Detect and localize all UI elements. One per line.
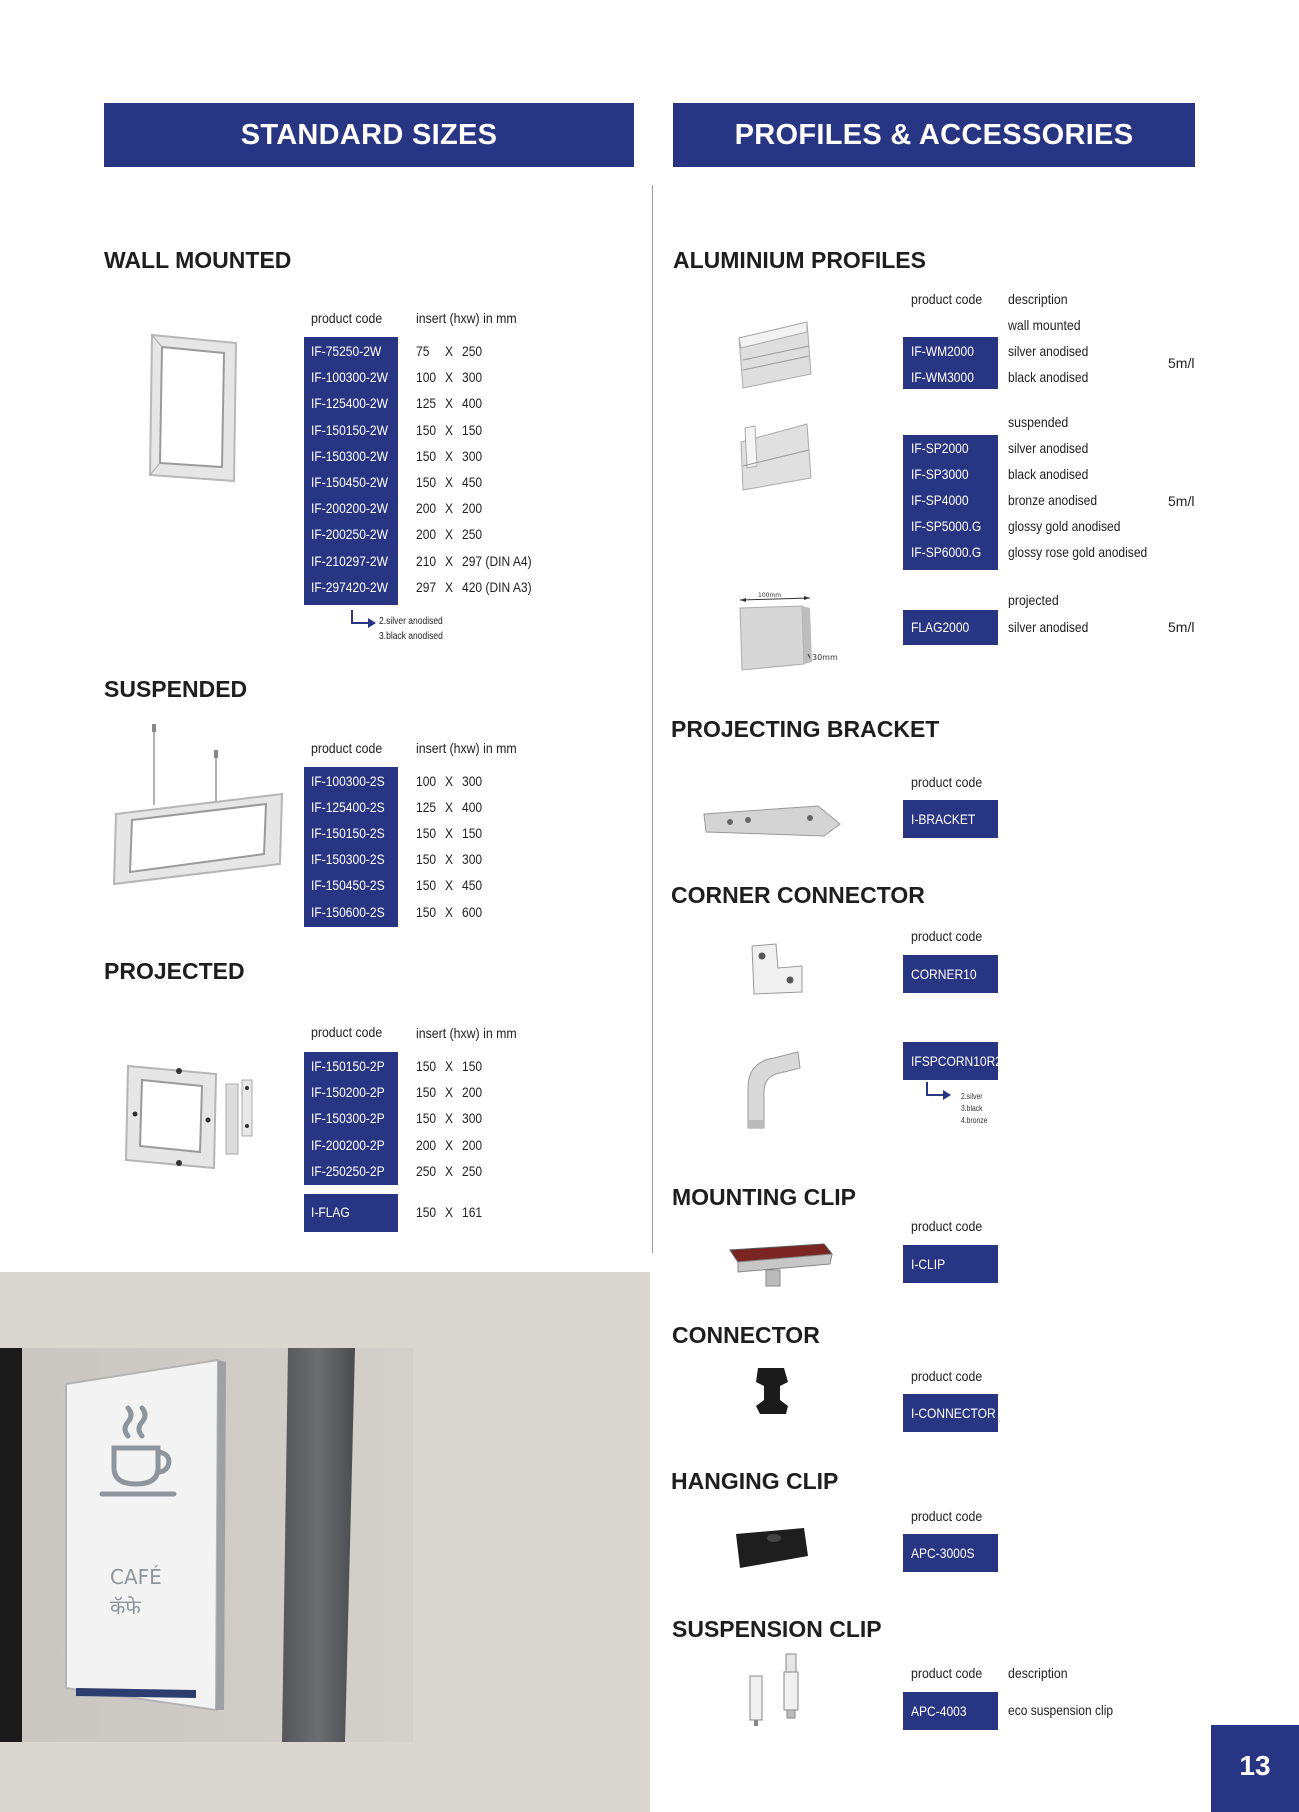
sp-row-w: 300	[462, 851, 483, 868]
sp-row-code: IF-100300-2S	[311, 773, 385, 789]
suspended-title: SUSPENDED	[104, 676, 248, 702]
sp-row-h: 150	[416, 903, 437, 920]
projected-profile-length: 5m/l	[1168, 619, 1195, 635]
sclip-code: APC-4003	[911, 1703, 967, 1719]
wm-row-x: X	[445, 447, 454, 464]
wm-row-x: X	[445, 526, 454, 543]
wm-row-x: X	[445, 395, 454, 412]
wm-row-h: 210	[416, 552, 437, 569]
suspended-profile-row-desc: glossy gold anodised	[1008, 518, 1121, 534]
wall-mounted-title: WALL MOUNTED	[104, 247, 292, 273]
suspended-profile-row-desc: glossy rose gold anodised	[1008, 544, 1148, 560]
iflag-h: 150	[416, 1204, 437, 1220]
page-number: 13	[1239, 1750, 1271, 1781]
wm-row-x: X	[445, 343, 454, 359]
connector-col-code: product code	[911, 1368, 983, 1384]
hclip-code-box	[903, 1534, 998, 1572]
pj-row-h: 250	[416, 1162, 437, 1179]
pj-row-code: IF-150200-2P	[311, 1084, 385, 1101]
wm-row-code: IF-150450-2W	[311, 474, 388, 490]
wm-row-h: 100	[416, 369, 437, 386]
pj-row-code: IF-150300-2P	[311, 1110, 385, 1127]
sp-row-x: X	[445, 903, 454, 920]
wall-profile-desc-2: black anodised	[1008, 369, 1089, 385]
suspension-clip-image	[746, 1652, 806, 1728]
pj-col-insert: insert (hxw) in mm	[416, 1025, 517, 1041]
sp-row-code: IF-125400-2S	[311, 799, 385, 816]
corner-code-box	[903, 955, 998, 993]
column-divider	[652, 185, 653, 1253]
projected-title: PROJECTED	[104, 958, 245, 984]
wall-profile-desc-1: silver anodised	[1008, 343, 1089, 359]
sp-row-x: X	[445, 877, 454, 894]
sp-row-code: IF-150300-2S	[311, 851, 385, 868]
sp-row-code: IF-150150-2S	[311, 825, 385, 842]
sp-row-x: X	[445, 851, 454, 868]
projected-profile-label: projected	[1008, 592, 1059, 608]
wm-row-x: X	[445, 421, 454, 438]
wm-row-code: IF-150300-2W	[311, 447, 388, 464]
pj-row-w: 150	[462, 1058, 483, 1074]
mclip-code: I-CLIP	[911, 1256, 946, 1272]
wall-profile-label: wall mounted	[1008, 317, 1081, 333]
corner-connector-title: CORNER CONNECTOR	[671, 882, 925, 908]
sclip-col-desc: description	[1008, 1665, 1068, 1681]
pj-row-code: IF-150150-2P	[311, 1058, 385, 1074]
sp-row-h: 150	[416, 825, 437, 842]
pj-row-x: X	[445, 1162, 454, 1179]
sp-col-insert: insert (hxw) in mm	[416, 740, 517, 756]
sp-row-h: 100	[416, 773, 437, 789]
cafe-sign-hindi: कॅफे	[110, 1595, 141, 1619]
wm-row-code: IF-210297-2W	[311, 552, 388, 569]
corner-col-code: product code	[911, 928, 983, 944]
sp-row-w: 600	[462, 903, 483, 920]
wm-row-code: IF-297420-2W	[311, 578, 388, 595]
suspended-profile-row-code: IF-SP3000	[911, 466, 969, 482]
wm-col-code: product code	[311, 310, 383, 326]
corner-image	[748, 942, 804, 996]
standard-sizes-banner: STANDARD SIZES	[104, 103, 634, 167]
sp-row-h: 150	[416, 877, 437, 894]
pj-row-h: 200	[416, 1136, 437, 1153]
wm-row-w: 250	[462, 526, 483, 543]
suspended-profile-row-desc: bronze anodised	[1008, 492, 1098, 508]
wm-row-w: 150	[462, 421, 483, 438]
sp-row-w: 150	[462, 825, 483, 842]
pj-row-x: X	[445, 1110, 454, 1127]
al-col-code: product code	[911, 291, 983, 307]
wm-row-h: 200	[416, 526, 437, 543]
cafe-sign-english: CAFÉ	[110, 1565, 162, 1589]
connector-code: I-CONNECTOR	[911, 1405, 996, 1421]
suspended-profile-label: suspended	[1008, 414, 1069, 430]
wall-profile-image	[735, 318, 815, 390]
pj-row-w: 200	[462, 1136, 483, 1153]
wm-row-x: X	[445, 552, 454, 569]
corner-note-silver: 2.silver	[961, 1092, 983, 1101]
projected-dim-width: 100mm	[758, 592, 782, 599]
suspended-profile-length: 5m/l	[1168, 493, 1195, 509]
sp-col-code: product code	[311, 740, 383, 756]
wm-row-h: 297	[416, 578, 437, 595]
wm-row-x: X	[445, 474, 454, 490]
suspended-profile-row-code: IF-SP2000	[911, 440, 969, 456]
suspended-profile-row-code: IF-SP6000.G	[911, 544, 982, 560]
wall-profile-code-2: IF-WM3000	[911, 369, 974, 385]
bracket-image	[700, 800, 845, 842]
aluminium-profiles-title: ALUMINIUM PROFILES	[673, 247, 926, 273]
hanging-clip-title: HANGING CLIP	[671, 1468, 839, 1494]
sp-row-w: 450	[462, 877, 483, 894]
sclip-col-code: product code	[911, 1665, 983, 1681]
wm-row-w: 420 (DIN A3)	[462, 578, 532, 595]
sp-row-code: IF-150600-2S	[311, 903, 385, 920]
corner-note-black: 3.black	[961, 1104, 983, 1113]
connector-image	[752, 1366, 792, 1416]
bracket-code: I-BRACKET	[911, 811, 976, 827]
suspension-clip-title: SUSPENSION CLIP	[672, 1616, 882, 1642]
wm-row-code: IF-75250-2W	[311, 343, 382, 359]
wm-col-insert: insert (hxw) in mm	[416, 310, 517, 326]
wm-row-x: X	[445, 578, 454, 595]
mclip-col-code: product code	[911, 1218, 983, 1234]
wm-row-h: 150	[416, 474, 437, 490]
wm-row-w: 200	[462, 500, 483, 517]
wm-row-w: 250	[462, 343, 483, 359]
projecting-bracket-title: PROJECTING BRACKET	[671, 716, 940, 742]
iflag-w: 161	[462, 1204, 483, 1220]
sclip-code-box	[903, 1692, 998, 1730]
wm-row-code: IF-100300-2W	[311, 369, 388, 386]
sp-row-x: X	[445, 825, 454, 842]
suspended-profile-row-desc: black anodised	[1008, 466, 1089, 482]
sp-row-x: X	[445, 799, 454, 816]
iflag-code: I-FLAG	[311, 1204, 350, 1220]
wm-row-code: IF-125400-2W	[311, 395, 388, 412]
wall-profile-length: 5m/l	[1168, 355, 1195, 371]
wm-note-silver: 2.silver anodised	[379, 616, 443, 627]
pj-row-x: X	[445, 1058, 454, 1074]
wm-row-w: 450	[462, 474, 483, 490]
wm-row-h: 150	[416, 447, 437, 464]
pj-col-code: product code	[311, 1024, 383, 1040]
wm-row-h: 150	[416, 421, 437, 438]
corner-curve-code: IFSPCORN10R20	[911, 1053, 1009, 1069]
sp-row-h: 125	[416, 799, 437, 816]
wm-row-h: 200	[416, 500, 437, 517]
al-col-desc: description	[1008, 291, 1068, 307]
suspended-profile-image	[735, 418, 815, 493]
suspended-profile-row-desc: silver anodised	[1008, 440, 1089, 456]
suspended-profile-row-code: IF-SP5000.G	[911, 518, 982, 534]
wm-row-w: 297 (DIN A4)	[462, 552, 532, 569]
corner-note-bronze: 4.bronze	[961, 1116, 988, 1125]
pj-row-h: 150	[416, 1084, 437, 1101]
iflag-x: X	[445, 1204, 454, 1220]
pj-row-h: 150	[416, 1058, 437, 1074]
wm-row-code: IF-200250-2W	[311, 526, 388, 543]
projected-frame-image	[124, 1062, 259, 1172]
pj-row-w: 250	[462, 1162, 483, 1179]
projected-profile-desc: silver anodised	[1008, 619, 1089, 635]
sclip-desc: eco suspension clip	[1008, 1702, 1114, 1718]
sp-row-w: 300	[462, 773, 483, 789]
mounting-clip-title: MOUNTING CLIP	[672, 1184, 856, 1210]
pj-row-code: IF-200200-2P	[311, 1136, 385, 1153]
corner-note-arrow	[925, 1082, 955, 1102]
sp-row-h: 150	[416, 851, 437, 868]
hclip-code: APC-3000S	[911, 1545, 975, 1561]
suspended-frame-image	[112, 720, 287, 895]
wm-row-code: IF-200200-2W	[311, 500, 388, 517]
cafe-sign-photo	[0, 1348, 413, 1742]
hanging-clip-image	[734, 1526, 810, 1572]
hclip-col-code: product code	[911, 1508, 983, 1524]
pj-row-w: 300	[462, 1110, 483, 1127]
wm-row-x: X	[445, 500, 454, 517]
connector-code-box	[903, 1394, 998, 1432]
suspended-profile-row-code: IF-SP4000	[911, 492, 969, 508]
wm-row-w: 400	[462, 395, 483, 412]
bracket-col-code: product code	[911, 774, 983, 790]
projected-profile-code: FLAG2000	[911, 619, 970, 635]
pj-row-w: 200	[462, 1084, 483, 1101]
mounting-clip-image	[726, 1240, 836, 1290]
sp-row-x: X	[445, 773, 454, 789]
projected-dim-depth: 30mm	[812, 653, 838, 662]
wm-row-h: 125	[416, 395, 437, 412]
wm-row-code: IF-150150-2W	[311, 421, 388, 438]
wm-row-w: 300	[462, 369, 483, 386]
wall-mounted-frame-image	[148, 335, 238, 485]
projected-profile-image	[728, 592, 838, 672]
wall-profile-code-1: IF-WM2000	[911, 343, 974, 359]
pj-row-x: X	[445, 1136, 454, 1153]
sp-row-w: 400	[462, 799, 483, 816]
pj-row-x: X	[445, 1084, 454, 1101]
bracket-code-box	[903, 800, 998, 838]
wm-row-h: 75	[416, 343, 430, 359]
corner-code: CORNER10	[911, 966, 977, 982]
wm-note-black: 3.black anodised	[379, 631, 443, 642]
sp-row-code: IF-150450-2S	[311, 877, 385, 894]
pj-row-h: 150	[416, 1110, 437, 1127]
wm-row-x: X	[445, 369, 454, 386]
corner-curve-code-box	[903, 1042, 1009, 1080]
mclip-code-box	[903, 1245, 998, 1283]
pj-row-code: IF-250250-2P	[311, 1162, 385, 1179]
connector-title: CONNECTOR	[672, 1322, 820, 1348]
wm-row-w: 300	[462, 447, 483, 464]
corner-curve-image	[740, 1040, 802, 1130]
wm-note-arrow	[350, 610, 380, 630]
profiles-accessories-banner: PROFILES & ACCESSORIES	[673, 103, 1195, 167]
